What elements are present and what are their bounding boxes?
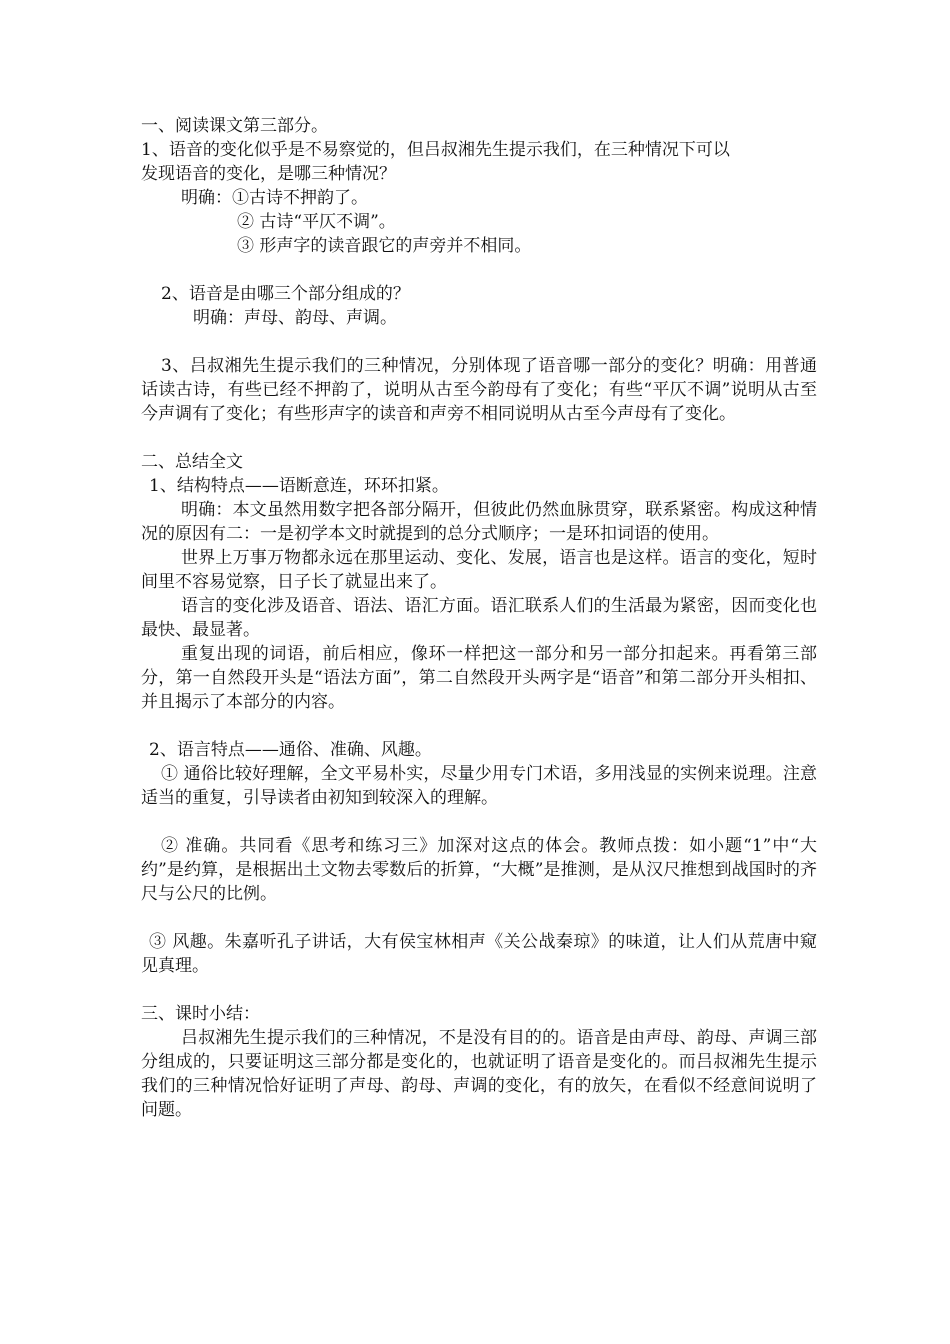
q2-question: 2、语音是由哪三个部分组成的？ [161, 284, 410, 304]
structure-body-a: 明确：本文虽然用数字把各部分隔开，但彼此仍然血脉贯穿，联系紧密。构成这种情况的原因有二：一是初学本文时就提到的总分式顺序；一是环扣词语的使用。 [141, 500, 817, 544]
language-item-3: ③ 风趣。朱嘉听孔子讲话，大有侯宝林相声《关公战秦琼》的味道，让人们从荒唐中窥见真理。 [141, 932, 817, 976]
document-page [141, 114, 817, 1122]
q1-line1: 1、语音的变化似乎是不易察觉的，但吕叔湘先生提示我们，在三种情况下可以 [141, 140, 730, 160]
structure-body-c: 语言的变化涉及语音、语法、语汇方面。语汇联系人们的生活最为紧密，因而变化也最快、最显著。 [141, 596, 817, 640]
structure-body-d: 重复出现的词语，前后相应，像环一样把这一部分和另一部分扣起来。再看第三部分，第一自然段开头是“语法方面”，第二自然段开头两字是“语音”和第二部分开头相扣、并且揭示了本部分的内容。 [141, 644, 817, 712]
section2-title: 二、总结全文 [141, 452, 243, 472]
language-heading: 2、语言特点——通俗、准确、风趣。 [149, 740, 432, 760]
structure-heading: 1、结构特点——语断意连，环环扣紧。 [149, 476, 449, 496]
q1-line2: 发现语音的变化，是哪三种情况？ [141, 164, 396, 184]
q1-answer-2: ② 古诗“平仄不调”。 [237, 212, 396, 232]
section1-title: 一、阅读课文第三部分。 [141, 116, 328, 136]
language-item-1: ① 通俗比较好理解，全文平易朴实，尽量少用专门术语，多用浅显的实例来说理。注意适当的重复，引导读者由初知到较深入的理解。 [141, 764, 817, 808]
language-item-2: ② 准确。共同看《思考和练习三》加深对这点的体会。教师点拨：如小题“1”中“大约”是约算，是根据出土文物去零数后的折算，“大概”是推测，是从汉尺推想到战国时的齐尺与公尺的比例。 [141, 836, 817, 904]
q3-text: 3、吕叔湘先生提示我们的三种情况，分别体现了语音哪一部分的变化？明确：用普通话读古诗，有些已经不押韵了，说明从古至今韵母有了变化；有些“平仄不调”说明从古至今声调有了变化；有些形声字的读音和声旁不相同说明从古至今声母有了变化。 [141, 356, 817, 424]
summary-body: 吕叔湘先生提示我们的三种情况，不是没有目的的。语音是由声母、韵母、声调三部分组成的，只要证明这三部分都是变化的，也就证明了语音是变化的。而吕叔湘先生提示我们的三种情况恰好证明了声母、韵母、声调的变化，有的放矢，在看似不经意间说明了问题。 [141, 1028, 817, 1120]
section3-title: 三、课时小结： [141, 1004, 260, 1024]
q2-answer: 明确：声母、韵母、声调。 [193, 308, 397, 328]
q1-answer-1: 明确：①古诗不押韵了。 [181, 188, 368, 208]
structure-body-b: 世界上万事万物都永远在那里运动、变化、发展，语言也是这样。语言的变化，短时间里不容易觉察，日子长了就显出来了。 [141, 548, 817, 592]
q1-answer-3: ③ 形声字的读音跟它的声旁并不相同。 [237, 236, 532, 256]
